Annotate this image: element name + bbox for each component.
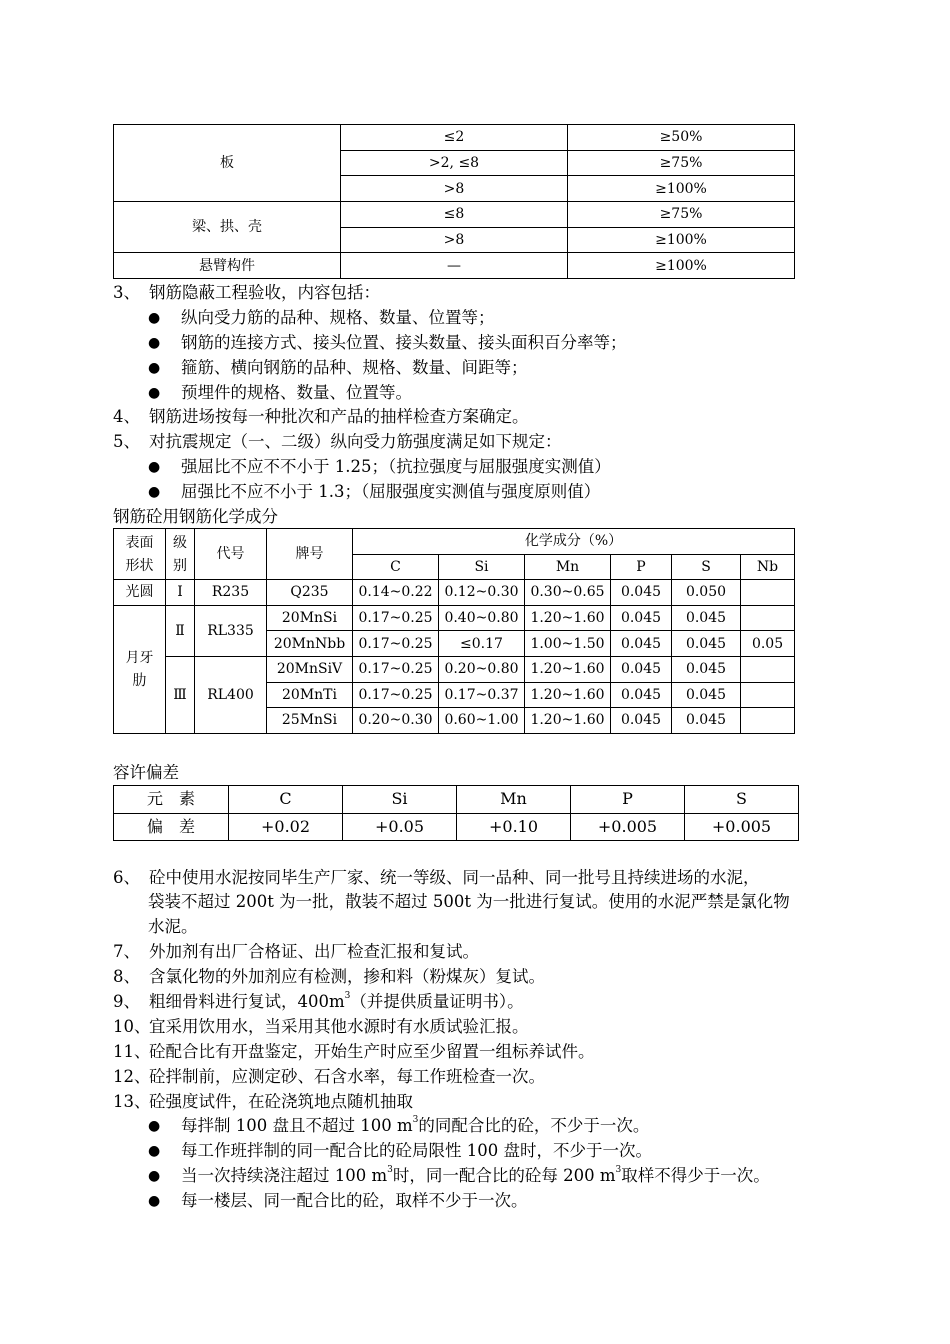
span-cell: >2, ≤8 xyxy=(341,150,568,176)
ratio-cell: ≥100% xyxy=(568,176,795,202)
bullet-icon: ● xyxy=(148,459,161,475)
code-cell: RL335 xyxy=(195,605,267,656)
ratio-cell: ≥100% xyxy=(568,253,795,279)
value-cell xyxy=(741,682,795,708)
bullet-icon: ● xyxy=(148,385,161,401)
value-cell: 0.17~0.25 xyxy=(353,656,439,682)
value-cell: 0.045 xyxy=(611,605,672,631)
list-item: 10、宜采用饮用水，当采用其他水源时有水质试验汇报。 xyxy=(113,1017,529,1036)
value-cell xyxy=(741,708,795,734)
value-cell: 0.60~1.00 xyxy=(439,708,525,734)
spacing-table xyxy=(113,124,795,279)
list-item: 13、砼强度试件，在砼浇筑地点随机抽取 xyxy=(113,1092,413,1111)
value-cell xyxy=(741,605,795,631)
element-cell: Si xyxy=(343,786,457,814)
value-cell: 0.045 xyxy=(611,580,672,606)
bullet-icon: ● xyxy=(148,1143,161,1159)
list-item: 4、 钢筋进场按每一种批次和产品的抽样检查方案确定。 xyxy=(113,407,529,426)
bullet-icon: ● xyxy=(148,335,161,351)
table-row xyxy=(114,529,795,555)
span-cell: >8 xyxy=(341,176,568,202)
row-label: 偏 差 xyxy=(114,813,229,841)
header-element: Si xyxy=(439,554,525,580)
span-cell: >8 xyxy=(341,227,568,253)
list-item: 屈强比不应不小于 1.3；（屈服强度实测值与强度原则值） xyxy=(181,482,601,501)
bullet-icon: ● xyxy=(148,360,161,376)
header-element: P xyxy=(611,554,672,580)
value-cell: 0.17~0.25 xyxy=(353,631,439,657)
value-cell: 0.40~0.80 xyxy=(439,605,525,631)
bullet-icon: ● xyxy=(148,310,161,326)
shape-cell: 月牙 肋 xyxy=(114,605,166,733)
table-row xyxy=(114,605,795,631)
value-cell: 0.045 xyxy=(672,631,741,657)
span-cell: ≤2 xyxy=(341,125,568,151)
value-cell: 1.00~1.50 xyxy=(525,631,611,657)
value-cell: 0.045 xyxy=(611,656,672,682)
list-item: 3、 钢筋隐蔽工程验收，内容包括： xyxy=(113,283,380,302)
list-item: 强屈比不应不不小于 1.25；（抗拉强度与屈服强度实测值） xyxy=(181,457,611,476)
value-cell: 0.045 xyxy=(672,682,741,708)
value-cell: 0.17~0.37 xyxy=(439,682,525,708)
tolerance-table xyxy=(113,785,799,841)
value-cell: 0.14~0.22 xyxy=(353,580,439,606)
list-item: 纵向受力筋的品种、规格、数量、位置等； xyxy=(181,308,495,327)
table-caption: 容许偏差 xyxy=(113,763,179,782)
table-row xyxy=(114,813,799,841)
header-element: Mn xyxy=(525,554,611,580)
value-cell xyxy=(741,656,795,682)
header-element: S xyxy=(672,554,741,580)
ratio-cell: ≥50% xyxy=(568,125,795,151)
span-cell: — xyxy=(341,253,568,279)
grade-cell: Ⅱ xyxy=(166,605,195,656)
value-cell: 1.20~1.60 xyxy=(525,605,611,631)
brand-cell: Q235 xyxy=(267,580,353,606)
value-cell: 0.045 xyxy=(611,631,672,657)
table-row xyxy=(114,580,795,606)
list-item: 预埋件的规格、数量、位置等。 xyxy=(181,383,412,402)
grade-cell: Ⅰ xyxy=(166,580,195,606)
ratio-cell: ≥75% xyxy=(568,202,795,228)
element-cell: C xyxy=(229,786,343,814)
deviation-cell: +0.10 xyxy=(457,813,571,841)
value-cell xyxy=(741,580,795,606)
element-cell: Mn xyxy=(457,786,571,814)
brand-cell: 25MnSi xyxy=(267,708,353,734)
value-cell: 0.045 xyxy=(672,708,741,734)
header-brand: 牌号 xyxy=(267,529,353,580)
brand-cell: 20MnNbb xyxy=(267,631,353,657)
list-item: 箍筋、横向钢筋的品种、规格、数量、间距等； xyxy=(181,358,528,377)
deviation-cell: +0.005 xyxy=(571,813,685,841)
header-code: 代号 xyxy=(195,529,267,580)
element-cell: S xyxy=(685,786,799,814)
value-cell: 0.045 xyxy=(611,682,672,708)
value-cell: 0.17~0.25 xyxy=(353,682,439,708)
list-item: 11、砼配合比有开盘鉴定，开始生产时应至少留置一组标养试件。 xyxy=(113,1042,595,1061)
code-cell: RL400 xyxy=(195,656,267,733)
header-composition: 化学成分（%） xyxy=(353,529,795,555)
brand-cell: 20MnTi xyxy=(267,682,353,708)
member-cell: 悬臂构件 xyxy=(114,253,341,279)
list-item: 每拌制 100 盘且不超过 100 $m^3$的同配合比的砼，不少于一次。 xyxy=(181,1115,650,1135)
header-element: C xyxy=(353,554,439,580)
list-item: 钢筋的连接方式、接头位置、接头数量、接头面积百分率等； xyxy=(181,333,627,352)
member-cell: 板 xyxy=(114,125,341,202)
row-label: 元 素 xyxy=(114,786,229,814)
element-cell: P xyxy=(571,786,685,814)
list-item-continuation: 袋装不超过 200t 为一批，散装不超过 500t 为一批进行复试。使用的水泥严禁是氯化物 xyxy=(148,892,790,911)
value-cell: 0.045 xyxy=(672,656,741,682)
chem-table xyxy=(113,528,795,734)
value-cell: 0.045 xyxy=(672,605,741,631)
list-item-continuation: 水泥。 xyxy=(148,917,198,936)
value-cell: 0.20~0.30 xyxy=(353,708,439,734)
deviation-cell: +0.005 xyxy=(685,813,799,841)
span-cell: ≤8 xyxy=(341,202,568,228)
value-cell: 1.20~1.60 xyxy=(525,682,611,708)
value-cell: ≤0.17 xyxy=(439,631,525,657)
value-cell: 0.20~0.80 xyxy=(439,656,525,682)
ratio-cell: ≥100% xyxy=(568,227,795,253)
bullet-icon: ● xyxy=(148,1118,161,1134)
member-cell: 梁、拱、壳 xyxy=(114,202,341,253)
value-cell: 0.05 xyxy=(741,631,795,657)
ratio-cell: ≥75% xyxy=(568,150,795,176)
list-item: 9、 粗细骨料进行复试，$400m^3$（并提供质量证明书）。 xyxy=(113,991,524,1011)
bullet-icon: ● xyxy=(148,1168,161,1184)
table-row xyxy=(114,786,799,814)
list-item: 当一次持续浇注超过 100 $m^3$时，同一配合比的砼每 200 $m^3$取样不得少于一次。 xyxy=(181,1165,770,1185)
table-caption: 钢筋砼用钢筋化学成分 xyxy=(113,507,278,526)
list-item: 每一楼层、同一配合比的砼，取样不少于一次。 xyxy=(181,1191,528,1210)
value-cell: 1.20~1.60 xyxy=(525,656,611,682)
value-cell: 0.12~0.30 xyxy=(439,580,525,606)
value-cell: 0.17~0.25 xyxy=(353,605,439,631)
deviation-cell: +0.02 xyxy=(229,813,343,841)
table-row xyxy=(114,253,795,279)
list-item: 7、 外加剂有出厂合格证、出厂检查汇报和复试。 xyxy=(113,942,479,961)
value-cell: 1.20~1.60 xyxy=(525,708,611,734)
header-grade: 级 别 xyxy=(166,529,195,580)
value-cell: 0.30~0.65 xyxy=(525,580,611,606)
list-item: 6、 砼中使用水泥按同毕生产厂家、统一等级、同一品种、同一批号且持续进场的水泥， xyxy=(113,868,760,887)
table-row xyxy=(114,125,795,151)
list-item: 5、 对抗震规定（一、二级）纵向受力筋强度满足如下规定： xyxy=(113,432,562,451)
header-surface: 表面 形状 xyxy=(114,529,166,580)
brand-cell: 20MnSiV xyxy=(267,656,353,682)
header-element: Nb xyxy=(741,554,795,580)
list-item: 12、砼拌制前，应测定砂、石含水率，每工作班检查一次。 xyxy=(113,1067,545,1086)
grade-cell: Ⅲ xyxy=(166,656,195,733)
bullet-icon: ● xyxy=(148,484,161,500)
deviation-cell: +0.05 xyxy=(343,813,457,841)
bullet-icon: ● xyxy=(148,1193,161,1209)
list-item: 每工作班拌制的同一配合比的砼局限性 100 盘时，不少于一次。 xyxy=(181,1141,652,1160)
code-cell: R235 xyxy=(195,580,267,606)
value-cell: 0.050 xyxy=(672,580,741,606)
value-cell: 0.045 xyxy=(611,708,672,734)
list-item: 8、 含氯化物的外加剂应有检测，掺和料（粉煤灰）复试。 xyxy=(113,967,545,986)
brand-cell: 20MnSi xyxy=(267,605,353,631)
table-row xyxy=(114,202,795,228)
shape-cell: 光圆 xyxy=(114,580,166,606)
table-row xyxy=(114,656,795,682)
